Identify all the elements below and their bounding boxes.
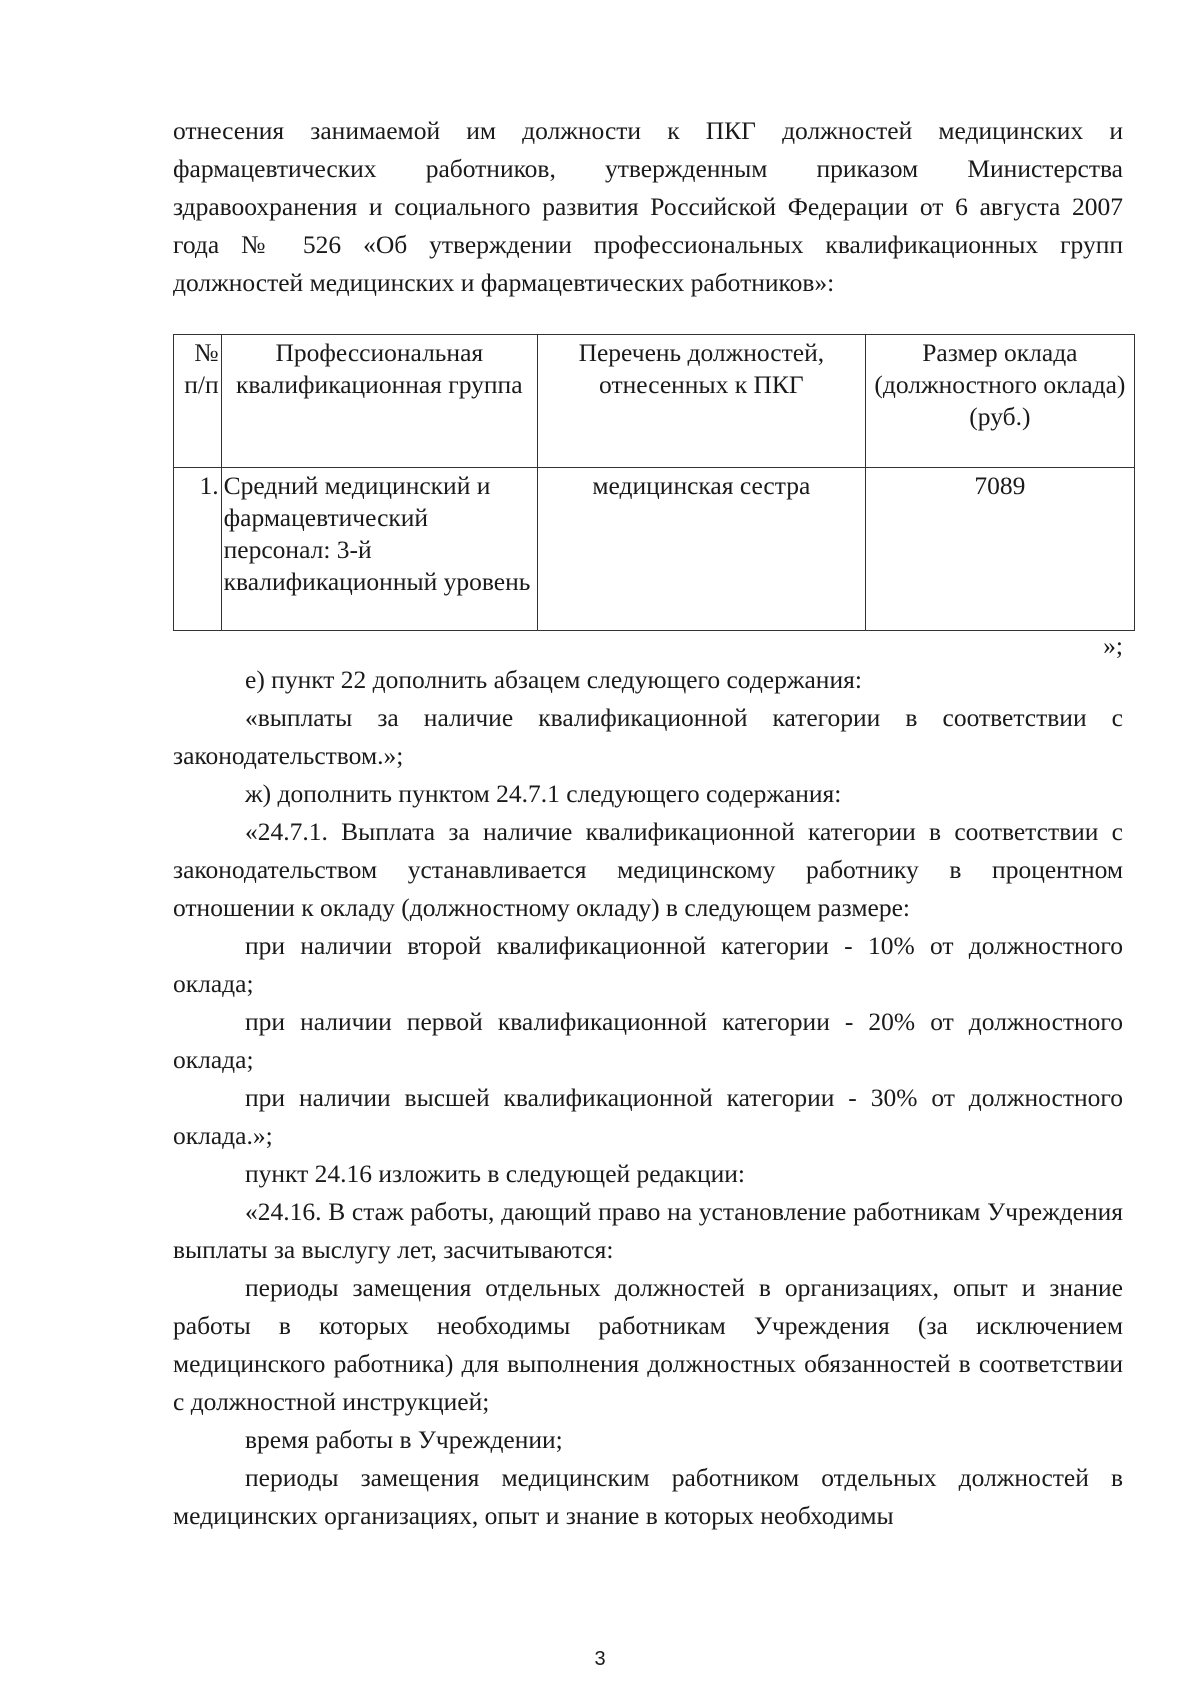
cell-num: 1. xyxy=(174,468,222,631)
paragraph: «24.16. В стаж работы, дающий право на установление работникам Учреждения выплаты за выслугу лет, засчитываются: xyxy=(173,1197,1123,1264)
paragraph: «выплаты за наличие квалификационной категории в соответствии с законодательством.»; xyxy=(173,703,1123,770)
table-header-row xyxy=(174,335,1135,468)
paragraph: периоды замещения медицинским работником отдельных должностей в медицинских организациях, опыт и знание в которых необходимы xyxy=(173,1463,1123,1530)
header-num: № п/п xyxy=(174,335,222,468)
page-number: 3 xyxy=(594,1648,606,1670)
paragraph: при наличии высшей квалификационной категории - 30% от должностного оклада.»; xyxy=(173,1083,1123,1150)
header-salary: Размер оклада (должностного оклада) (руб.) xyxy=(865,335,1134,468)
header-group: Профессиональная квалификационная группа xyxy=(221,335,537,468)
paragraph: периоды замещения отдельных должностей в организациях, опыт и знание работы в которых необходимы работникам Учреждения (за исключением медицинского работника) для выполнения должностных обязанностей в соответствии с должностной инструкцией; xyxy=(173,1273,1123,1416)
pkg-salary-table xyxy=(173,334,1135,631)
paragraph: е) пункт 22 дополнить абзацем следующего содержания: xyxy=(245,665,862,694)
header-positions: Перечень должностей, отнесенных к ПКГ xyxy=(537,335,865,468)
paragraph: при наличии второй квалификационной категории - 10% от должностного оклада; xyxy=(173,931,1123,998)
paragraph: пункт 24.16 изложить в следующей редакции: xyxy=(245,1159,745,1188)
paragraph: «24.7.1. Выплата за наличие квалификационной категории в соответствии с законодательством устанавливается медицинскому работнику в процентном отношении к окладу (должностному окладу) в следующем размере: xyxy=(173,817,1123,922)
cell-positions: медицинская сестра xyxy=(537,468,865,631)
cell-salary: 7089 xyxy=(865,468,1134,631)
paragraph: время работы в Учреждении; xyxy=(245,1425,563,1454)
body-paragraphs xyxy=(173,661,1123,1535)
table-row xyxy=(174,468,1135,631)
table-closing-quote: »; xyxy=(1103,631,1123,660)
paragraph: при наличии первой квалификационной категории - 20% от должностного оклада; xyxy=(173,1007,1123,1074)
cell-group: Средний медицинский и фармацевтический персонал: 3-й квалификационный уровень xyxy=(221,468,537,631)
intro-paragraph: отнесения занимаемой им должности к ПКГ должностей медицинских и фармацевтических работников, утвержденным приказом Министерства здравоохранения и социального развития Российской Федерации от 6 августа 2007 года № 526 «Об утверждении профессиональных квалификационных групп должностей медицинских и фармацевтических работников»: xyxy=(173,116,1123,297)
paragraph: ж) дополнить пунктом 24.7.1 следующего содержания: xyxy=(245,779,842,808)
document-page xyxy=(173,112,1126,1535)
